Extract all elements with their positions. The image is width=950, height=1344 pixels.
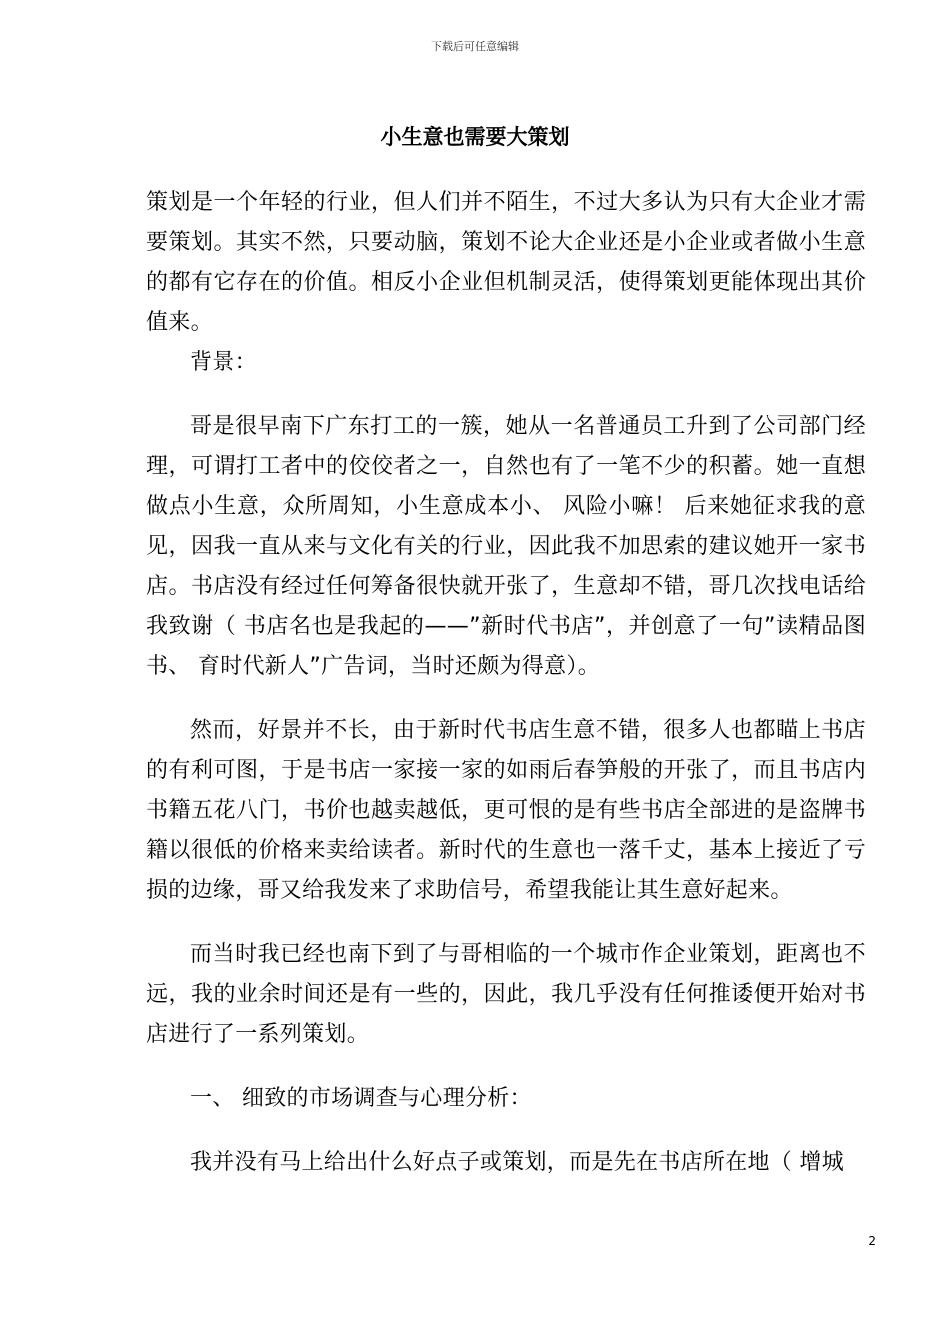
section-heading-market-research: 一、 细致的市场调查与心理分析： [190, 1086, 532, 1111]
page-number: 2 [868, 1234, 876, 1248]
paragraph-background-label: 背景： [190, 350, 257, 375]
paragraph-background: 哥是很早南下广东打工的一簇，她从一名普通员工升到了公司部门经理，可谓打工者中的佼佼者之一，自然也有了一笔不少的积蓄。她一直想做点小生意，众所周知，小生意成本小、 风险小嘛！ 后来她征求我的意见，因我一直从来与文化有关的行业，因此我不加思索的建议她开一家书店。书店没有经过任何筹备很快就开张了，生意却不错，哥几次找电话给我致谢（ 书店名也是我起的——”新时代书店”，并创意了一句”读精品图书、 育时代新人”广告词，当时还颇为得意）。 [146, 414, 866, 679]
paragraph-planning-start: 而当时我已经也南下到了与哥相临的一个城市作企业策划，距离也不远，我的业余时间还是有一些的，因此，我几乎没有任何推诿便开始对书店进行了一系列策划。 [146, 942, 866, 1047]
paragraph-market-research: 我并没有马上给出什么好点子或策划，而是先在书店所在地（ 增城 [190, 1150, 844, 1175]
paragraph-competition: 然而，好景并不长，由于新时代书店生意不错，很多人也都瞄上书店的有利可图，于是书店一家接一家的如雨后春笋般的开张了，而且书店内书籍五花八门，书价也越卖越低，更可恨的是有些书店全部进的是盗牌书籍以很低的价格来卖给读者。新时代的生意也一落千丈，基本上接近了亏损的边缘，哥又给我发来了求助信号，希望我能让其生意好起来。 [146, 718, 866, 903]
header-note: 下载后可任意编辑 [431, 40, 519, 53]
paragraph-intro: 策划是一个年轻的行业，但人们并不陌生，不过大多认为只有大企业才需要策划。其实不然，只要动脑，策划不论大企业还是小企业或者做小生意的都有它存在的价值。相反小企业但机制灵活，使得策划更能体现出其价值来。 [146, 190, 866, 335]
document-body [146, 183, 866, 1183]
document-title: 小生意也需要大策划 [380, 125, 570, 149]
